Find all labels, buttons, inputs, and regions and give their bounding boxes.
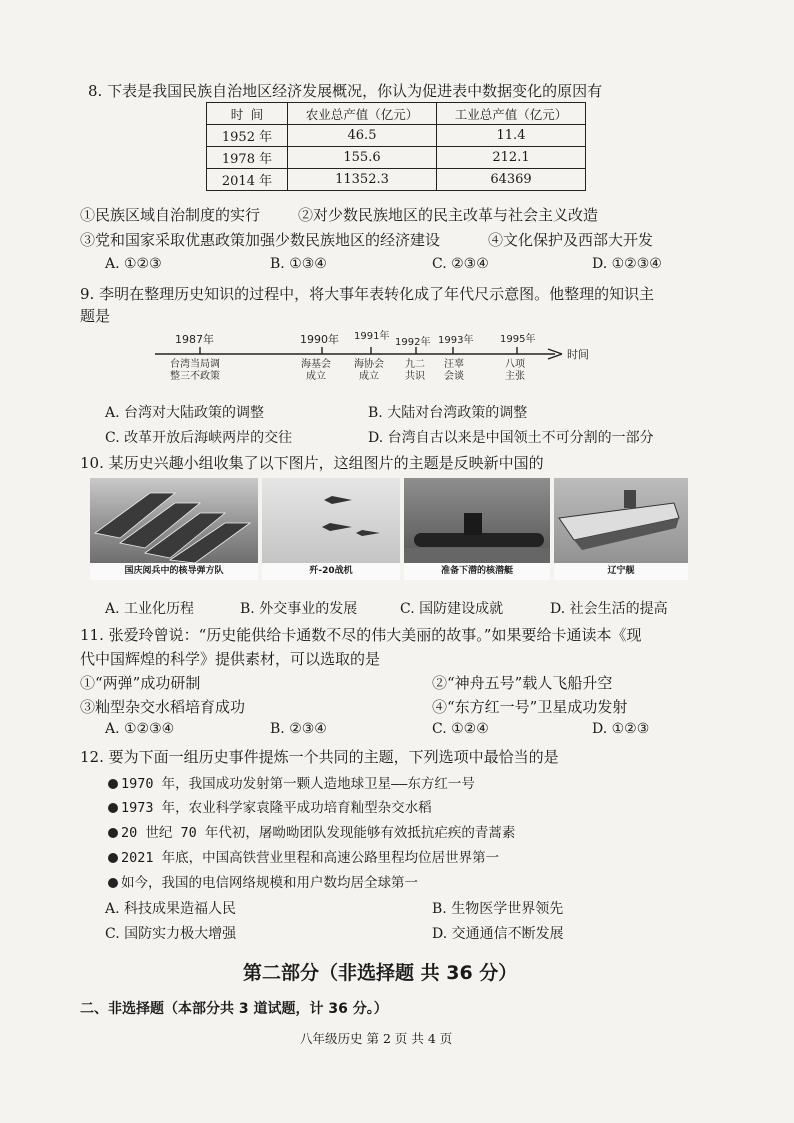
timeline-event: 汪辜 会谈: [444, 359, 464, 382]
table-header-cell: 时 间: [207, 103, 288, 125]
q9-option-a[interactable]: A. 台湾对大陆政策的调整: [105, 405, 265, 421]
q9-option-d[interactable]: D. 台湾自古以来是中国领土不可分割的一部分: [368, 430, 654, 446]
timeline-year: 1990年: [300, 333, 339, 346]
photo-caption: 歼-20战机: [262, 563, 400, 580]
q8-item-4: ④文化保护及西部大开发: [488, 231, 654, 249]
q11-stem: 11. 张爱玲曾说：“历史能供给卡通数不尽的伟大美丽的故事。”如果要给卡通读本《现: [80, 626, 642, 644]
q9-stem: 9. 李明在整理历史知识的过程中，将大事年表转化成了年代尺示意图。他整理的知识主: [80, 285, 655, 303]
q8-item-2: ②对少数民族地区的民主改革与社会主义改造: [298, 206, 599, 224]
submarine-photo: [404, 478, 550, 580]
q12-option-b[interactable]: B. 生物医学世界领先: [432, 901, 564, 917]
q8-stem: 8. 下表是我国民族自治地区经济发展概况，你认为促进表中数据变化的原因有: [88, 82, 603, 100]
timeline-year: 1992年: [395, 337, 431, 348]
q8-option-a[interactable]: A. ①②③: [105, 256, 162, 272]
q11-item-3: ③籼型杂交水稻培育成功: [80, 698, 246, 716]
q8-option-b[interactable]: B. ①③④: [270, 256, 327, 272]
timeline-event: 台湾当局调 整三不政策: [170, 359, 220, 382]
q10-option-b[interactable]: B. 外交事业的发展: [240, 601, 358, 617]
q12-bullet-item: 如今，我国的电信网络规模和用户数均居全球第一: [108, 871, 418, 891]
timeline-year: 1991年: [354, 331, 390, 342]
q9-option-c[interactable]: C. 改革开放后海峡两岸的交往: [105, 430, 293, 446]
table-cell: 46.5: [288, 125, 437, 147]
table-cell: 212.1: [437, 147, 586, 169]
aircraft-carrier-image: [554, 478, 688, 563]
q12-bullet-item: 20 世纪 70 年代初，屠呦呦团队发现能够有效抵抗疟疾的青蒿素: [108, 821, 515, 841]
timeline-year: 1987年: [175, 333, 214, 346]
table-row: [207, 169, 586, 191]
missile-parade-photo: [90, 478, 258, 580]
q11-item-4: ④“东方红一号”卫星成功发射: [432, 698, 628, 716]
q8-option-d[interactable]: D. ①②③④: [592, 256, 662, 272]
table-cell: 11352.3: [288, 169, 437, 191]
table-cell: 64369: [437, 169, 586, 191]
table-header-row: [207, 103, 586, 125]
q11-option-c[interactable]: C. ①②④: [432, 721, 489, 737]
table-row: [207, 147, 586, 169]
q12-bullet-item: 2021 年底，中国高铁营业里程和高速公路里程均位居世界第一: [108, 846, 499, 866]
q12-bullet-item: 1970 年，我国成功发射第一颗人造地球卫星——东方红一号: [108, 772, 475, 792]
section-title: 第二部分（非选择题 共 36 分）: [243, 962, 518, 984]
q11-item-2: ②“神舟五号”载人飞船升空: [432, 674, 613, 692]
table-header-cell: 工业总产值（亿元）: [437, 103, 586, 125]
timeline-event: 海协会 成立: [354, 359, 384, 382]
timeline-year: 1995年: [500, 334, 536, 345]
bullet-icon: [108, 853, 118, 863]
q10-option-d[interactable]: D. 社会生活的提高: [550, 601, 668, 617]
q12-stem: 12. 要为下面一组历史事件提炼一个共同的主题，下列选项中最恰当的是: [80, 748, 559, 766]
q10-option-c[interactable]: C. 国防建设成就: [400, 601, 504, 617]
submarine-image: [404, 478, 550, 563]
timeline-year: 1993年: [438, 335, 474, 346]
timeline-axis-label: 时间: [567, 348, 589, 361]
fighter-jets-image: [262, 478, 400, 563]
q12-option-a[interactable]: A. 科技成果造福人民: [105, 901, 237, 917]
table-cell: 155.6: [288, 147, 437, 169]
q8-item-1: ①民族区域自治制度的实行: [80, 206, 261, 224]
table-row: [207, 125, 586, 147]
timeline-event: 海基会 成立: [301, 359, 331, 382]
section-subtitle: 二、非选择题（本部分共 3 道试题，计 36 分。）: [80, 1001, 388, 1017]
q10-option-a[interactable]: A. 工业化历程: [105, 601, 195, 617]
q12-option-c[interactable]: C. 国防实力极大增强: [105, 926, 237, 942]
bullet-icon: [108, 779, 118, 789]
table-cell: 1978 年: [207, 147, 288, 169]
q11-option-b[interactable]: B. ②③④: [270, 721, 327, 737]
q11-stem-cont: 代中国辉煌的科学》提供素材，可以选取的是: [80, 650, 381, 668]
q10-stem: 10. 某历史兴趣小组收集了以下图片，这组图片的主题是反映新中国的: [80, 454, 544, 472]
timeline-event: 八项 主张: [505, 359, 525, 382]
timeline-event: 九二 共识: [405, 359, 425, 382]
photo-caption: 辽宁舰: [554, 563, 688, 580]
q11-option-a[interactable]: A. ①②③④: [105, 721, 175, 737]
table-cell: 2014 年: [207, 169, 288, 191]
bullet-icon: [108, 803, 118, 813]
j20-photo: [262, 478, 400, 580]
carrier-photo: [554, 478, 688, 580]
photo-caption: 国庆阅兵中的核导弹方队: [90, 563, 258, 580]
table-header-cell: 农业总产值（亿元）: [288, 103, 437, 125]
q9-stem-cont: 题是: [80, 307, 111, 325]
q12-option-d[interactable]: D. 交通通信不断发展: [432, 926, 564, 942]
page-footer: 八年级历史 第 2 页 共 4 页: [300, 1031, 453, 1046]
q11-item-1: ①“两弹”成功研制: [80, 674, 201, 692]
q9-option-b[interactable]: B. 大陆对台湾政策的调整: [368, 405, 528, 421]
table-cell: 11.4: [437, 125, 586, 147]
bullet-icon: [108, 878, 118, 888]
photo-caption: 准备下潜的核潜艇: [404, 563, 550, 580]
q11-option-d[interactable]: D. ①②③: [592, 721, 650, 737]
q12-bullet-item: 1973 年，农业科学家袁隆平成功培育籼型杂交水稻: [108, 796, 432, 816]
q8-option-c[interactable]: C. ②③④: [432, 256, 489, 272]
bullet-icon: [108, 828, 118, 838]
table-cell: 1952 年: [207, 125, 288, 147]
q8-item-3: ③党和国家采取优惠政策加强少数民族地区的经济建设: [80, 231, 441, 249]
economy-table: [206, 102, 586, 191]
missile-launchers-image: [90, 478, 258, 563]
